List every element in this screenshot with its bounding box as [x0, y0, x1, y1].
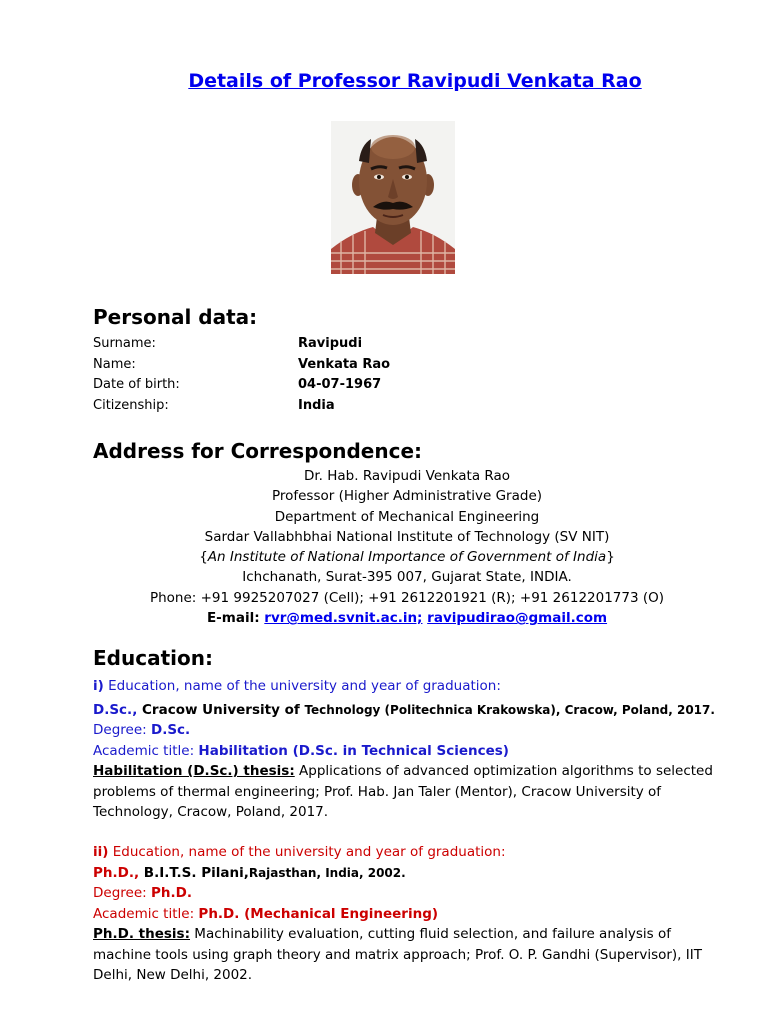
- date-of-birth-value: 04-07-1967: [298, 377, 382, 392]
- email-link-gmail[interactable]: ravipudirao@gmail.com: [427, 610, 608, 627]
- education-degree-ii: Degree: Ph.D.: [93, 885, 192, 901]
- education-thesis-i-line3: Technology, Cracow, Poland, 2017.: [93, 804, 329, 820]
- date-of-birth-label: Date of birth:: [93, 377, 180, 392]
- personal-data-heading: Personal data:: [93, 305, 258, 329]
- address-phone: Phone: +91 9925207027 (Cell); +91 2612201921 (R); +91 2612201773 (O): [149, 589, 665, 606]
- education-thesis-ii-line1: Ph.D. thesis: Machinability evaluation, cutting fluid selection, and failure analysis of: [93, 926, 672, 942]
- education-academic-title-i: Academic title: Habilitation (D.Sc. in Technical Sciences): [93, 742, 509, 759]
- email-link-svnit[interactable]: rvr@med.svnit.ac.in;: [264, 610, 423, 627]
- citizenship-value: India: [298, 397, 335, 413]
- portrait-image: [331, 121, 455, 274]
- address-name: Dr. Hab. Ravipudi Venkata Rao: [303, 468, 511, 484]
- education-degree-i: Degree: D.Sc.: [93, 722, 191, 738]
- surname-label: Surname:: [93, 336, 156, 351]
- education-academic-title-ii: Academic title: Ph.D. (Mechanical Engineering): [93, 905, 439, 922]
- education-degree-university-i: D.Sc., Cracow University of Technology (Politechnica Krakowska), Cracow, Poland, 2017.: [93, 701, 715, 718]
- education-entry-phd: [93, 842, 749, 986]
- education-thesis-ii-line3: Delhi, New Delhi, 2002.: [93, 967, 253, 983]
- address-heading: Address for Correspondence:: [93, 439, 423, 463]
- address-department: Department of Mechanical Engineering: [274, 508, 540, 525]
- education-caption-ii: ii) Education, name of the university and year of graduation:: [93, 844, 506, 860]
- email-label: E-mail:: [206, 610, 260, 627]
- education-thesis-i-line1: Habilitation (D.Sc.) thesis: Applications of advanced optimization algorithms to selected: [93, 763, 713, 779]
- education-caption-i: i) Education, name of the university and year of graduation:: [93, 678, 501, 694]
- education-degree-university-ii: Ph.D., B.I.T.S. Pilani,Rajasthan, India, 2002.: [93, 864, 406, 881]
- address-block: [0, 466, 768, 628]
- name-label: Name:: [93, 356, 136, 372]
- education-thesis-i-line2: problems of thermal engineering; Prof. Hab. Jan Taler (Mentor), Cracow University of: [93, 783, 662, 800]
- education-entry-dsc: [93, 676, 749, 823]
- address-institute: Sardar Vallabhbhai National Institute of Technology (SV NIT): [204, 528, 610, 545]
- professor-photo: [331, 121, 455, 274]
- education-thesis-ii-line2: machine tools using graph theory and matrix approach; Prof. O. P. Gandhi (Supervisor), IIT: [93, 946, 702, 963]
- citizenship-label: Citizenship:: [93, 397, 169, 413]
- page-title: Details of Professor Ravipudi Venkata Rao: [188, 70, 642, 92]
- address-designation: Professor (Higher Administrative Grade): [271, 488, 543, 505]
- address-city: Ichchanath, Surat-395 007, Gujarat State, INDIA.: [242, 569, 572, 586]
- name-value: Venkata Rao: [298, 356, 391, 372]
- address-institute-status: {An Institute of National Importance of Government of India}: [199, 549, 615, 566]
- education-heading: Education:: [93, 646, 213, 670]
- surname-value: Ravipudi: [298, 336, 363, 351]
- address-email: [46, 608, 768, 628]
